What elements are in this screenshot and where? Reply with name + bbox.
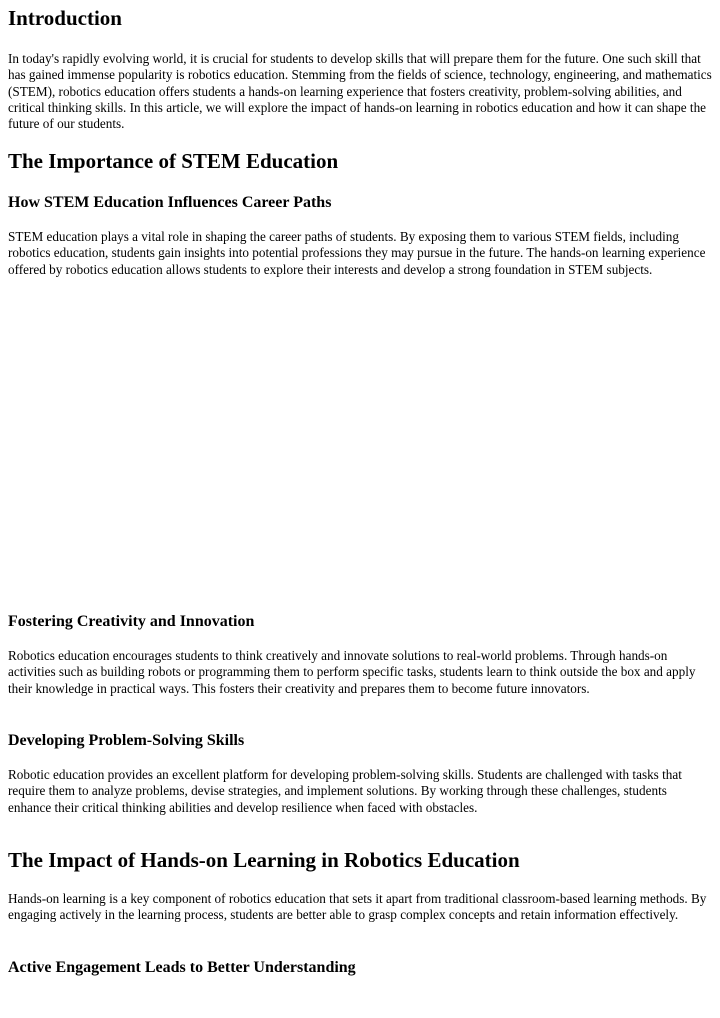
impact-heading: The Impact of Hands-on Learning in Robotics Education: [8, 848, 520, 872]
blank-spacer: [8, 300, 712, 600]
problem-solving-heading: Developing Problem-Solving Skills: [8, 732, 245, 749]
problem-solving-paragraph: Robotic education provides an excellent platform for developing problem-solving skills. Students are challenged with tasks that require them to analyze problems, devise strategies, and implement solutions. By working through these challenges, students enhance their critical thinking abilities and develop resilience when faced with obstacles.: [8, 767, 682, 815]
stem-heading: The Importance of STEM Education: [8, 149, 339, 173]
creativity-paragraph: Robotics education encourages students to think creatively and innovate solutions to real-world problems. Through hands-on activities such as building robots or programming them to perform specific tasks, students learn to think outside the box and apply their knowledge in practical ways. This fosters their creativity and prepares them to become future innovators.: [8, 648, 696, 696]
impact-paragraph: Hands-on learning is a key component of robotics education that sets it apart from traditional classroom-based learning methods. By engaging actively in the learning process, students are better able to grasp complex concepts and retain information effectively.: [8, 891, 707, 923]
intro-paragraph: In today's rapidly evolving world, it is crucial for students to develop skills that will prepare them for the future. One such skill that has gained immense popularity is robotics education. Stemming from the fields of science, technology, engineering, and mathematics (STEM), robotics education offers students a hands-on learning experience that fosters creativity, problem-solving abilities, and critical thinking skills. In this article, we will explore the impact of hands-on learning in robotics education and how it can shape the future of our students.: [8, 51, 712, 132]
creativity-heading: Fostering Creativity and Innovation: [8, 613, 255, 630]
engagement-heading: Active Engagement Leads to Better Understanding: [8, 959, 356, 976]
career-paths-paragraph: STEM education plays a vital role in shaping the career paths of students. By exposing them to various STEM fields, including robotics education, students gain insights into potential professions they may pursue in the future. The hands-on learning experience offered by robotics education allows students to explore their interests and develop a strong foundation in STEM subjects.: [8, 229, 706, 277]
career-paths-heading: How STEM Education Influences Career Paths: [8, 194, 332, 211]
intro-heading: Introduction: [8, 6, 122, 30]
